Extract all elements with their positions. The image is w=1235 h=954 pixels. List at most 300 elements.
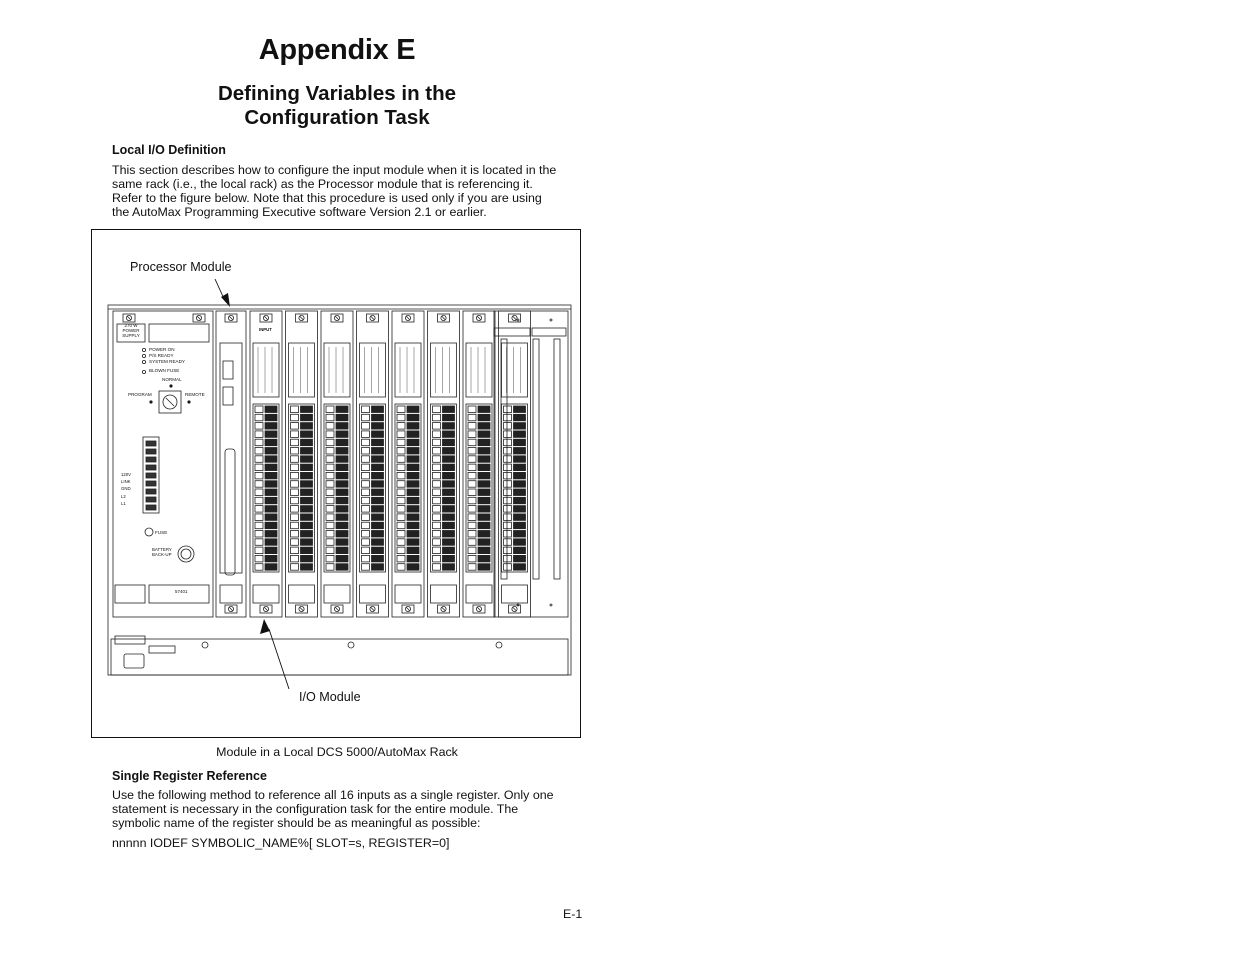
terminal-screw xyxy=(146,505,156,510)
processor-display xyxy=(223,387,233,405)
io-channel-label-box xyxy=(468,514,476,521)
io-terminal xyxy=(407,439,419,446)
io-terminal xyxy=(265,489,277,496)
io-terminal xyxy=(407,472,419,479)
status-led-labels xyxy=(149,347,185,374)
power-supply-label xyxy=(122,323,140,338)
io-led-panel xyxy=(466,343,492,397)
status-led-icon xyxy=(142,360,145,363)
io-terminal xyxy=(301,472,313,479)
part-number: 57401 xyxy=(175,589,188,594)
terminal-screw xyxy=(146,449,156,454)
io-channel-label-box xyxy=(291,506,299,512)
io-channel-label-box xyxy=(433,472,441,479)
iodef-statement: nnnnn IODEF SYMBOLIC_NAME%[ SLOT=s, REGISTER=0] xyxy=(112,836,450,850)
card-guide-rail xyxy=(554,339,560,579)
io-channel-label-box xyxy=(468,564,476,571)
io-channel-label-box xyxy=(362,531,370,538)
io-channel-label-box xyxy=(504,497,512,504)
io-channel-label-box xyxy=(326,547,334,554)
io-channel-label-box xyxy=(397,514,405,521)
io-badge xyxy=(431,585,457,603)
io-terminal xyxy=(407,481,419,488)
program-dot-icon xyxy=(150,401,152,403)
io-terminal xyxy=(407,489,419,496)
io-channel-label-box xyxy=(291,539,299,546)
io-channel-label-box xyxy=(397,431,405,438)
io-terminal xyxy=(265,439,277,446)
io-channel-label-box xyxy=(326,522,334,529)
io-terminal xyxy=(407,456,419,463)
io-terminal xyxy=(407,506,419,512)
appendix-title: Appendix E xyxy=(258,34,416,66)
io-channel-label-box xyxy=(255,514,263,521)
battery-label-line: BACK-UP xyxy=(152,552,172,558)
io-terminal xyxy=(265,514,277,521)
io-channel-label-box xyxy=(255,539,263,546)
io-channel-label-box xyxy=(362,456,370,463)
io-arrow-icon xyxy=(260,619,270,634)
terminal-screw xyxy=(146,489,156,494)
io-channel-label-box xyxy=(362,481,370,488)
io-channel-label-box xyxy=(397,506,405,512)
io-channel-label-box xyxy=(255,506,263,512)
io-led-panel xyxy=(289,343,315,397)
io-terminal xyxy=(407,431,419,438)
io-terminal xyxy=(301,522,313,529)
io-channel-label-box xyxy=(291,555,299,562)
io-terminal xyxy=(478,506,490,512)
io-channel-label-box xyxy=(255,481,263,488)
io-channel-label-box xyxy=(255,564,263,571)
io-terminal xyxy=(372,448,384,455)
io-channel-label-box xyxy=(326,431,334,438)
io-terminal xyxy=(336,414,348,421)
power-supply-plate xyxy=(149,324,209,342)
terminal-label: L1 xyxy=(121,500,126,506)
io-channel-label-box xyxy=(291,489,299,496)
io-channel-label-box xyxy=(504,423,512,430)
io-terminal xyxy=(443,555,455,562)
led-label: SYSTEM READY xyxy=(149,358,185,364)
io-channel-label-box xyxy=(326,531,334,538)
io-terminal xyxy=(514,464,526,471)
io-terminal xyxy=(372,439,384,446)
io-channel-label-box xyxy=(326,481,334,488)
terminal-labels xyxy=(121,471,131,507)
io-channel-label-box xyxy=(397,489,405,496)
io-channel-label-box xyxy=(433,481,441,488)
io-terminal xyxy=(514,522,526,529)
io-channel-label-box xyxy=(326,514,334,521)
io-terminal xyxy=(372,489,384,496)
io-channel-label-box xyxy=(468,506,476,512)
io-channel-label-box xyxy=(433,497,441,504)
io-module-callout: I/O Module xyxy=(299,690,361,704)
io-channel-label-box xyxy=(326,555,334,562)
io-channel-label-box xyxy=(362,431,370,438)
io-terminal xyxy=(478,406,490,413)
processor-module-callout: Processor Module xyxy=(130,260,232,274)
io-channel-label-box xyxy=(468,414,476,421)
io-channel-label-box xyxy=(504,472,512,479)
io-terminal xyxy=(336,464,348,471)
io-channel-label-box xyxy=(397,531,405,538)
io-terminal xyxy=(443,522,455,529)
io-terminal xyxy=(514,481,526,488)
io-channel-label-box xyxy=(397,464,405,471)
paragraph-line: Refer to the figure below. Note that this procedure is used only if you are using xyxy=(112,191,542,205)
io-terminal xyxy=(265,464,277,471)
io-channel-label-box xyxy=(326,464,334,471)
io-terminal xyxy=(372,539,384,546)
io-channel-label-box xyxy=(504,564,512,571)
io-terminal xyxy=(514,547,526,554)
io-terminal xyxy=(301,414,313,421)
io-terminal xyxy=(301,439,313,446)
io-terminal xyxy=(443,489,455,496)
io-terminal xyxy=(372,506,384,512)
io-terminal xyxy=(265,481,277,488)
io-terminal xyxy=(336,539,348,546)
io-terminal xyxy=(372,547,384,554)
io-channel-label-box xyxy=(433,522,441,529)
io-terminal xyxy=(265,431,277,438)
io-terminal xyxy=(265,497,277,504)
io-channel-label-box xyxy=(397,472,405,479)
io-channel-label-box xyxy=(291,439,299,446)
io-terminal xyxy=(443,406,455,413)
io-led-panel xyxy=(502,343,528,397)
led-label: BLOWN FUSE xyxy=(149,368,180,374)
rack-foot xyxy=(124,654,144,668)
io-terminal xyxy=(514,497,526,504)
io-channel-label-box xyxy=(397,406,405,413)
io-channel-label-box xyxy=(433,406,441,413)
io-channel-label-box xyxy=(397,481,405,488)
terminal-label: L2 xyxy=(121,493,126,499)
empty-slot-guide xyxy=(532,328,566,336)
io-terminal xyxy=(443,564,455,571)
io-terminal xyxy=(265,564,277,571)
io-channel-label-box xyxy=(468,406,476,413)
io-terminal xyxy=(478,481,490,488)
io-channel-label-box xyxy=(255,472,263,479)
io-channel-label-box xyxy=(468,423,476,430)
io-terminal xyxy=(336,531,348,538)
io-terminal xyxy=(514,431,526,438)
io-channel-label-box xyxy=(468,448,476,455)
io-channel-label-box xyxy=(397,423,405,430)
io-terminal xyxy=(407,497,419,504)
terminal-screw xyxy=(146,497,156,502)
io-terminal xyxy=(478,414,490,421)
io-terminal xyxy=(514,456,526,463)
processor-module xyxy=(216,311,246,617)
io-channel-label-box xyxy=(397,555,405,562)
io-channel-label-box xyxy=(504,439,512,446)
io-terminal xyxy=(372,481,384,488)
io-terminal xyxy=(265,456,277,463)
io-channel-label-box xyxy=(255,531,263,538)
remote-dot-icon xyxy=(188,401,190,403)
io-terminal xyxy=(407,448,419,455)
io-channel-label-box xyxy=(468,539,476,546)
io-channel-label-box xyxy=(468,497,476,504)
io-channel-label-box xyxy=(504,555,512,562)
io-terminal xyxy=(514,448,526,455)
io-channel-label-box xyxy=(362,414,370,421)
io-channel-label-box xyxy=(433,514,441,521)
io-channel-label-box xyxy=(326,439,334,446)
io-channel-label-box xyxy=(362,423,370,430)
io-terminal xyxy=(443,423,455,430)
battery-label xyxy=(152,547,172,557)
io-terminal xyxy=(443,539,455,546)
paragraph-line: same rack (i.e., the local rack) as the Processor module that is referencing it. xyxy=(112,177,533,191)
keyswitch-remote-label: REMOTE xyxy=(185,392,205,397)
io-terminal xyxy=(265,448,277,455)
io-channel-label-box xyxy=(362,439,370,446)
io-channel-label-box xyxy=(468,464,476,471)
terminal-label: GND xyxy=(121,486,131,492)
io-terminal xyxy=(265,423,277,430)
io-terminal xyxy=(265,547,277,554)
io-terminal xyxy=(301,497,313,504)
io-channel-label-box xyxy=(468,456,476,463)
normal-dot-icon xyxy=(170,385,172,387)
terminal-label: LINK xyxy=(121,479,131,485)
rack-connector xyxy=(115,636,145,644)
paragraph-line: Use the following method to reference all 16 inputs as a single register. Only one xyxy=(112,788,554,802)
io-channel-label-box xyxy=(397,414,405,421)
io-channel-label-box xyxy=(291,431,299,438)
io-terminal xyxy=(336,522,348,529)
io-terminal xyxy=(336,481,348,488)
io-terminal xyxy=(301,456,313,463)
io-channel-label-box xyxy=(504,547,512,554)
io-terminal xyxy=(407,406,419,413)
io-channel-label-box xyxy=(326,414,334,421)
io-terminal xyxy=(478,555,490,562)
io-terminal xyxy=(336,406,348,413)
io-terminal xyxy=(336,439,348,446)
io-channel-label-box xyxy=(504,481,512,488)
single-register-paragraph xyxy=(112,788,568,830)
io-channel-label-box xyxy=(468,481,476,488)
io-terminal xyxy=(372,555,384,562)
processor-display xyxy=(223,361,233,379)
io-channel-label-box xyxy=(468,431,476,438)
paragraph-line: the AutoMax Programming Executive software Version 2.1 or earlier. xyxy=(112,205,487,219)
io-terminal xyxy=(372,531,384,538)
io-channel-label-box xyxy=(326,406,334,413)
io-terminal xyxy=(336,489,348,496)
rack-mount-hole-icon xyxy=(348,642,354,648)
io-channel-label-box xyxy=(255,448,263,455)
io-channel-label-box xyxy=(362,514,370,521)
slot-hole-icon xyxy=(550,604,552,606)
battery-inner xyxy=(181,549,191,559)
io-terminal xyxy=(514,506,526,512)
io-terminal xyxy=(301,423,313,430)
io-channel-label-box xyxy=(326,448,334,455)
io-terminal xyxy=(301,464,313,471)
io-terminal xyxy=(265,414,277,421)
io-led-panel xyxy=(395,343,421,397)
io-terminal xyxy=(407,522,419,529)
io-terminal xyxy=(478,539,490,546)
io-channel-label-box xyxy=(255,489,263,496)
io-terminal xyxy=(301,514,313,521)
io-channel-label-box xyxy=(291,456,299,463)
io-terminal xyxy=(407,514,419,521)
io-channel-label-box xyxy=(397,439,405,446)
io-terminal xyxy=(407,539,419,546)
rack-mount-hole-icon xyxy=(496,642,502,648)
io-channel-label-box xyxy=(362,506,370,512)
io-terminal xyxy=(336,506,348,512)
io-terminal xyxy=(443,547,455,554)
io-terminal xyxy=(301,406,313,413)
io-channel-label-box xyxy=(504,539,512,546)
io-channel-label-box xyxy=(433,414,441,421)
io-channel-label-box xyxy=(326,564,334,571)
io-terminal xyxy=(301,489,313,496)
processor-badge xyxy=(220,585,242,603)
io-led-panel xyxy=(324,343,350,397)
rack-connector xyxy=(149,646,175,653)
io-channel-label-box xyxy=(468,555,476,562)
io-channel-label-box xyxy=(326,489,334,496)
io-terminal xyxy=(514,439,526,446)
io-terminal xyxy=(514,414,526,421)
single-register-heading: Single Register Reference xyxy=(112,769,267,783)
io-channel-label-box xyxy=(433,431,441,438)
io-channel-label-box xyxy=(433,506,441,512)
io-channel-label-box xyxy=(397,547,405,554)
io-channel-label-box xyxy=(326,456,334,463)
io-terminal xyxy=(443,531,455,538)
io-channel-label-box xyxy=(291,497,299,504)
fuse-label: FUSE xyxy=(155,530,168,535)
chapter-title xyxy=(112,82,562,130)
io-channel-label-box xyxy=(433,555,441,562)
io-channel-label-box xyxy=(397,539,405,546)
power-supply-badge xyxy=(149,585,209,603)
io-channel-label-box xyxy=(504,464,512,471)
io-channel-label-box xyxy=(291,564,299,571)
io-badge xyxy=(466,585,492,603)
terminal-screw xyxy=(146,481,156,486)
io-channel-label-box xyxy=(362,539,370,546)
card-guide-rail xyxy=(533,339,539,579)
io-terminal xyxy=(372,406,384,413)
io-terminal xyxy=(265,531,277,538)
io-terminal xyxy=(478,547,490,554)
keyswitch-program-label: PROGRAM xyxy=(128,392,152,397)
battery-label-line: BATTERY xyxy=(152,547,172,552)
power-supply-label-line: 270 W xyxy=(124,323,138,328)
io-led-panel xyxy=(253,343,279,397)
io-channel-label-box xyxy=(291,423,299,430)
io-terminal xyxy=(478,564,490,571)
io-channel-label-box xyxy=(362,522,370,529)
io-terminal xyxy=(336,547,348,554)
io-channel-label-box xyxy=(326,539,334,546)
io-channel-label-box xyxy=(468,439,476,446)
io-channel-label-box xyxy=(291,448,299,455)
io-channel-label-box xyxy=(255,464,263,471)
rack-base xyxy=(111,639,568,675)
io-channel-label-box xyxy=(362,497,370,504)
io-channel-label-box xyxy=(468,547,476,554)
io-channel-label-box xyxy=(326,506,334,512)
io-channel-label-box xyxy=(468,472,476,479)
io-terminal xyxy=(514,406,526,413)
io-terminal xyxy=(372,514,384,521)
io-led-panel xyxy=(431,343,457,397)
io-channel-label-box xyxy=(255,497,263,504)
terminal-screw xyxy=(146,473,156,478)
io-terminal xyxy=(443,506,455,512)
io-badge xyxy=(253,585,279,603)
io-terminal xyxy=(478,423,490,430)
io-channel-label-box xyxy=(397,522,405,529)
io-badge xyxy=(360,585,386,603)
io-channel-label-box xyxy=(433,531,441,538)
io-channel-label-box xyxy=(291,406,299,413)
io-channel-label-box xyxy=(504,448,512,455)
io-channel-label-box xyxy=(362,464,370,471)
io-channel-label-box xyxy=(362,448,370,455)
io-terminal xyxy=(336,472,348,479)
io-terminal xyxy=(372,431,384,438)
io-channel-label-box xyxy=(255,439,263,446)
io-terminal xyxy=(443,514,455,521)
slot-hole-icon xyxy=(550,319,552,321)
io-channel-label-box xyxy=(433,539,441,546)
io-channel-label-box xyxy=(504,456,512,463)
io-terminal xyxy=(301,564,313,571)
io-channel-label-box xyxy=(433,423,441,430)
terminal-label: 120V xyxy=(121,472,132,477)
power-supply-label-line: POWER xyxy=(122,328,140,333)
io-channel-label-box xyxy=(326,423,334,430)
io-terminal xyxy=(443,414,455,421)
io-terminal xyxy=(301,555,313,562)
fuse-icon xyxy=(145,528,153,536)
io-channel-label-box xyxy=(255,423,263,430)
local-io-paragraph xyxy=(112,163,568,219)
io-terminal xyxy=(443,464,455,471)
io-terminal xyxy=(478,514,490,521)
io-channel-label-box xyxy=(433,464,441,471)
io-terminal xyxy=(265,522,277,529)
io-terminal xyxy=(301,539,313,546)
io-terminal xyxy=(478,431,490,438)
io-channel-label-box xyxy=(397,456,405,463)
io-terminal xyxy=(478,497,490,504)
io-channel-label-box xyxy=(433,564,441,571)
io-channel-label-box xyxy=(433,456,441,463)
io-channel-label-box xyxy=(255,456,263,463)
rack-mount-hole-icon xyxy=(202,642,208,648)
io-channel-label-box xyxy=(504,414,512,421)
io-channel-label-box xyxy=(433,448,441,455)
io-terminal xyxy=(407,555,419,562)
io-channel-label-box xyxy=(397,564,405,571)
